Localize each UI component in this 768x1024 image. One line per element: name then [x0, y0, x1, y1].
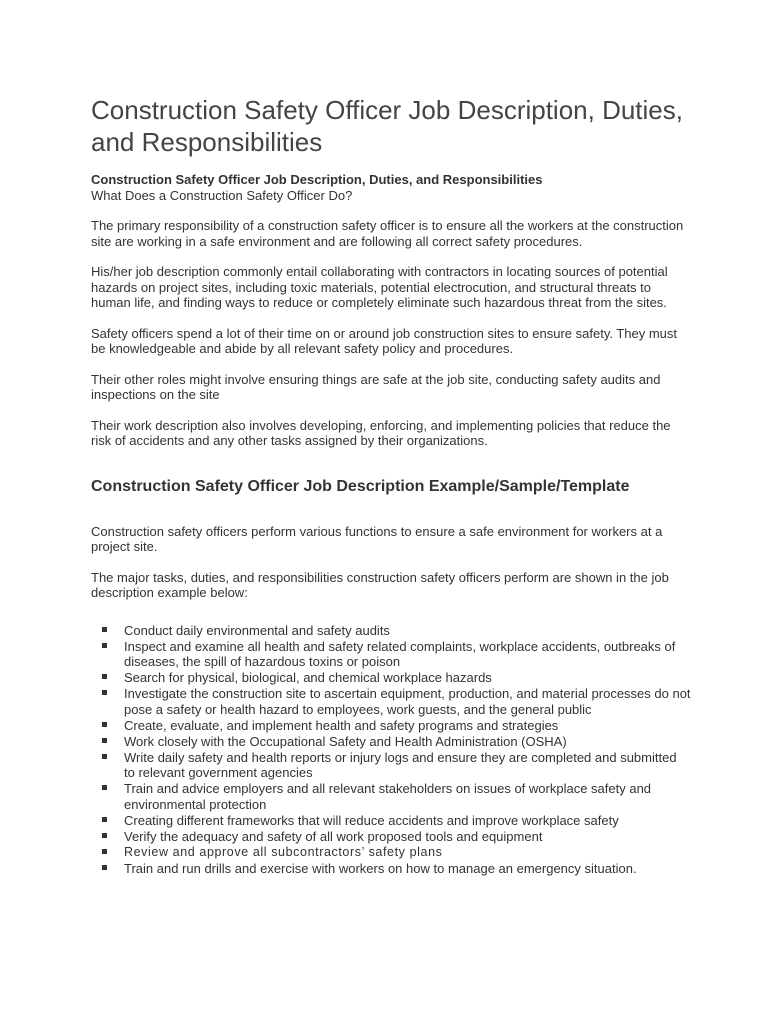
list-item — [91, 845, 691, 861]
duties-list — [91, 623, 691, 877]
list-item-text: Search for physical, biological, and chemical workplace hazards — [124, 670, 492, 685]
paragraph-other-roles: Their other roles might involve ensuring things are safe at the job site, conducting safety audits and inspections on the site — [91, 371, 661, 402]
square-bullet-icon — [102, 722, 107, 727]
paragraph-functions: Construction safety officers perform various functions to ensure a safe environment for workers at a project site. — [91, 523, 663, 554]
list-item — [91, 829, 691, 845]
square-bullet-icon — [102, 849, 107, 854]
square-bullet-icon — [102, 627, 107, 632]
square-bullet-icon — [102, 865, 107, 870]
paragraph-major-tasks: The major tasks, duties, and responsibilities construction safety officers perform are shown in the job description example below: — [91, 569, 669, 600]
square-bullet-icon — [102, 643, 107, 648]
question-heading: What Does a Construction Safety Officer Do? — [91, 188, 353, 203]
paragraph-job-description: His/her job description commonly entail collaborating with contractors in locating sources of potential hazards on project sites, including toxic materials, potential electrocution, and structural threats to human life, and finding ways to reduce or completely eliminate such hazardous threat from the sites. — [91, 264, 668, 310]
paragraph-time-on-site: Safety officers spend a lot of their time on or around job construction sites to ensure safety. They must be knowledgeable and abide by all relevant safety policy and procedures. — [91, 325, 678, 356]
list-item-text: Review and approve all subcontractors’ safety plans — [124, 844, 443, 859]
document-page — [91, 94, 691, 877]
list-item-text: Work closely with the Occupational Safety and Health Administration (OSHA) — [124, 733, 567, 749]
list-item-text: Create, evaluate, and implement health and safety programs and strategies — [124, 717, 559, 733]
list-item — [91, 750, 691, 781]
list-item — [91, 718, 691, 734]
list-item — [91, 813, 691, 829]
list-item-text: Investigate the construction site to ascertain equipment, production, and material processes do not pose a safety or health hazard to employees, work guests, and the general public — [124, 686, 691, 717]
page-title: Construction Safety Officer Job Description, Duties, and Responsibilities — [91, 95, 683, 157]
list-item-text: Train and run drills and exercise with workers on how to manage an emergency situation. — [124, 860, 637, 876]
list-item-text: Inspect and examine all health and safety related complaints, workplace accidents, outbreaks of diseases, the spill of hazardous toxins or poison — [124, 638, 676, 669]
list-item-text: Verify the adequacy and safety of all work proposed tools and equipment — [124, 828, 543, 844]
square-bullet-icon — [102, 674, 107, 679]
list-item-text: Creating different frameworks that will reduce accidents and improve workplace safety — [124, 812, 619, 828]
list-item — [91, 686, 691, 717]
section-heading: Construction Safety Officer Job Description Example/Sample/Template — [91, 477, 630, 495]
paragraph-work-description: Their work description also involves developing, enforcing, and implementing policies that reduce the risk of accidents and any other tasks assigned by their organizations. — [91, 417, 671, 448]
list-item — [91, 639, 691, 670]
list-item-text: Train and advice employers and all relevant stakeholders on issues of workplace safety and environmental protection — [124, 781, 652, 812]
list-item — [91, 670, 691, 686]
square-bullet-icon — [102, 690, 107, 695]
square-bullet-icon — [102, 817, 107, 822]
subheading: Construction Safety Officer Job Description, Duties, and Responsibilities — [91, 172, 543, 187]
list-item — [91, 861, 691, 877]
list-item — [91, 781, 691, 812]
square-bullet-icon — [102, 785, 107, 790]
paragraph-primary-responsibility: The primary responsibility of a construction safety officer is to ensure all the workers at the construction site are working in a safe environment and are following all correct safety procedures. — [91, 218, 684, 249]
square-bullet-icon — [102, 754, 107, 759]
list-item — [91, 734, 691, 750]
list-item-text: Conduct daily environmental and safety audits — [124, 622, 390, 638]
square-bullet-icon — [102, 833, 107, 838]
list-item — [91, 623, 691, 639]
list-item-text: Write daily safety and health reports or injury logs and ensure they are completed and submitted to relevant government agencies — [124, 749, 677, 780]
square-bullet-icon — [102, 738, 107, 743]
